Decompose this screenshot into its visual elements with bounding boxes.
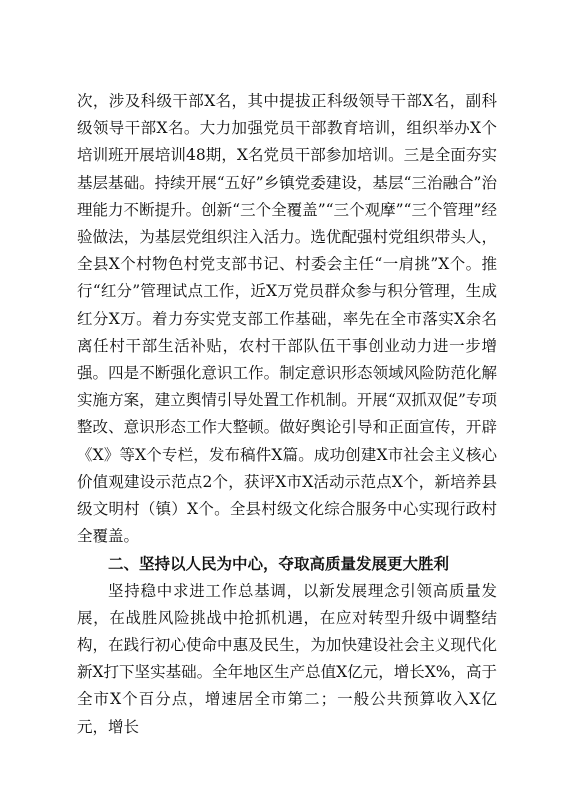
section-heading-two: 二、坚持以人民为中心，夺取高质量发展更大胜利 bbox=[108, 554, 450, 574]
paragraph-high-quality-development: 坚持稳中求进工作总基调，以新发展理念引领高质量发展，在战胜风险挑战中抢抓机遇，在应对转型升级中调整结构，在践行初心使命中惠及民生，为加快建设社会主义现代化新X打下坚实基础。全年地区生产总值X亿元，增长X%，高于全市X个百分点，增速居全市第二；一般公共预算收入X亿元，增长 bbox=[77, 581, 497, 736]
document-body bbox=[77, 88, 497, 741]
paragraph-party-building: 次，涉及科级干部X名，其中提拔正科级领导干部X名，副科级领导干部X名。大力加强党员干部教育培训，组织举办X个培训班开展培训48期，X名党员干部参加培训。三是全面夯实基层基础。持续开展“五好”乡镇党委建设，基层“三治融合”治理能力不断提升。创新“三个全覆盖”“三个观摩”“三个管理”经验做法，为基层党组织注入活力。选优配强村党组织带头人，全县X个村物色村党支部书记、村委会主任“一肩挑”X个。推行“红分”管理试点工作，近X万党员群众参与积分管理，生成红分X万。着力夯实党支部工作基础，率先在全市落实X余名离任村干部生活补贴，农村干部队伍干事创业动力进一步增强。四是不断强化意识工作。制定意识形态领域风险防范化解实施方案，建立舆情引导处置工作机制。开展“双抓双促”专项整改、意识形态工作大整顿。做好舆论引导和正面宣传，开辟《X》等X个专栏，发布稿件X篇。成功创建X市社会主义核心价值观建设示范点2个，获评X市X活动示范点X个，新培养县级文明村（镇）X个。全县村级文化综合服务中心实现行政村全覆盖。 bbox=[77, 92, 497, 546]
